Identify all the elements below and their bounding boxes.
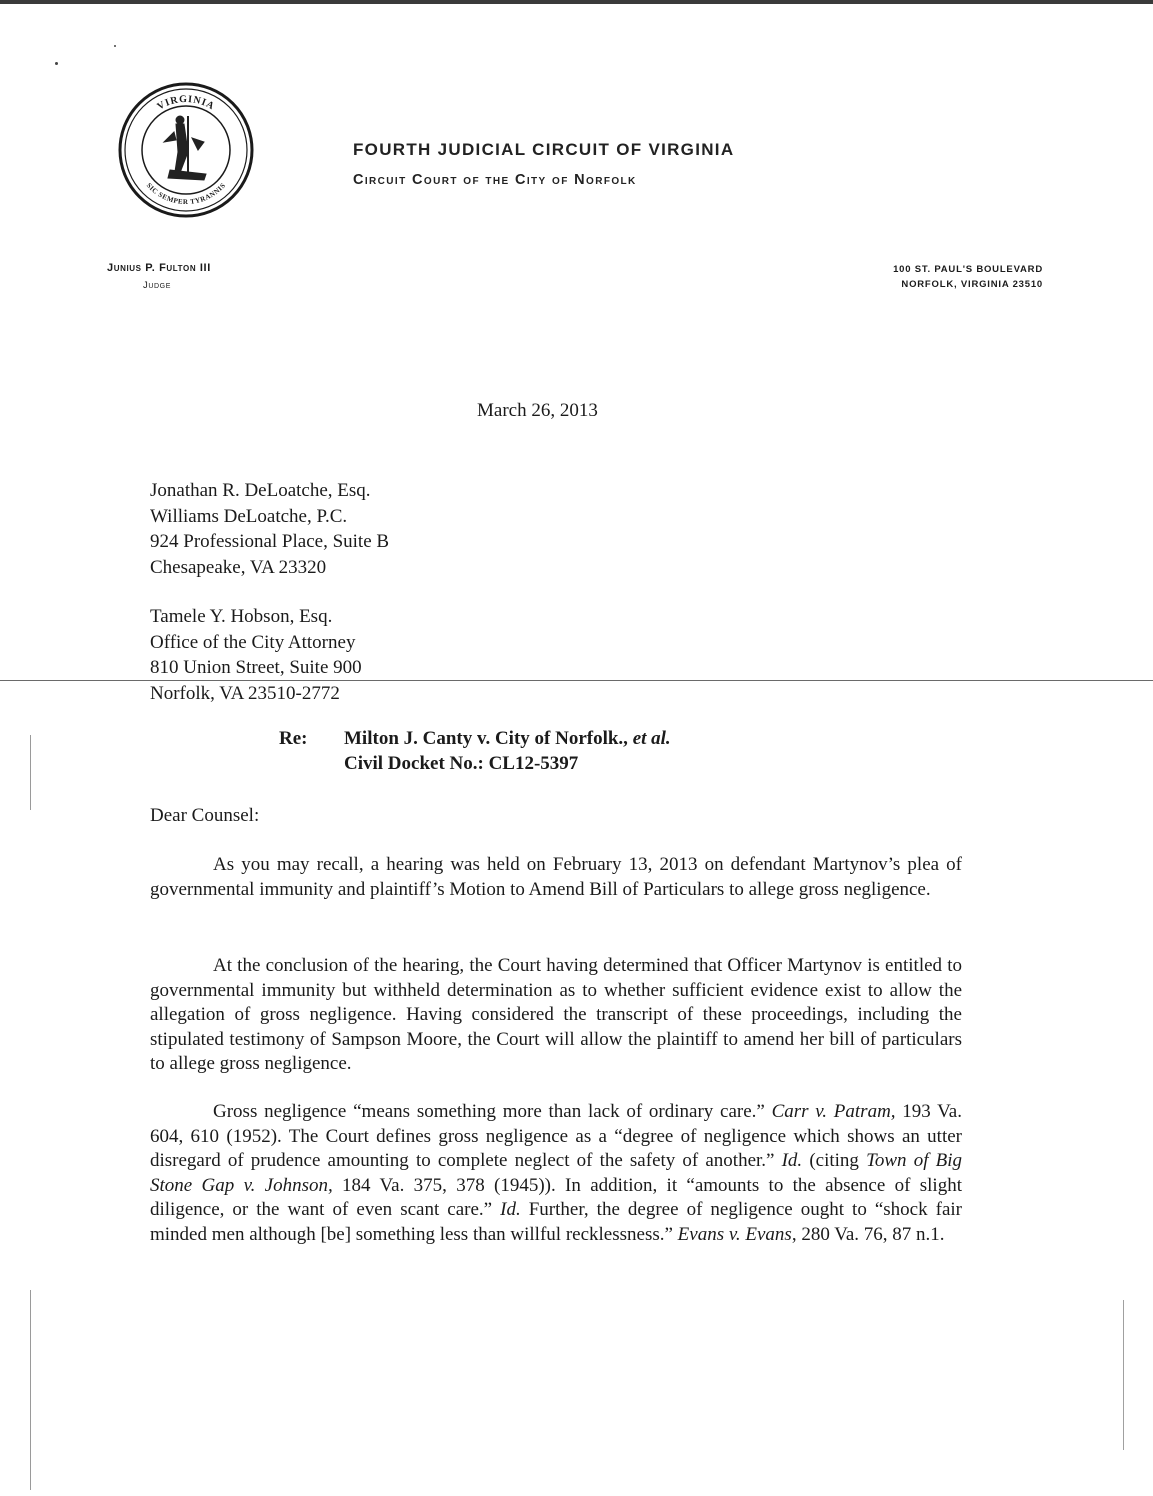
case-citation: Evans v. Evans bbox=[677, 1223, 792, 1245]
court-name: FOURTH JUDICIAL CIRCUIT OF VIRGINIA bbox=[353, 140, 735, 159]
court-address-line-1: 100 ST. PAUL'S BOULEVARD bbox=[893, 264, 1043, 275]
judge-name: Junius P. Fulton III bbox=[107, 262, 211, 274]
letter-date: March 26, 2013 bbox=[477, 400, 598, 421]
paragraph-text: (citing bbox=[802, 1150, 867, 1171]
case-citation: Id. bbox=[781, 1150, 803, 1171]
re-case-name bbox=[344, 728, 671, 750]
scan-dot bbox=[55, 62, 58, 65]
case-citation: Town of Big Stone Gap v. Johnson, bbox=[150, 1150, 962, 1196]
case-citation: Id. bbox=[500, 1199, 521, 1220]
seal-text-top: VIRGINIA bbox=[155, 93, 217, 113]
body-paragraph: As you may recall, a hearing was held on February 13, 2013 on defendant Martynov’s plea of governmental immunity and plaintiff’s Motion to Amend Bill of Particulars to allege gross negligence. bbox=[150, 854, 962, 900]
svg-text:VIRGINIA bbox=[155, 94, 216, 113]
paragraph-text: 193 Va. 604, 610 (1952). The Court defines gross negligence as a “degree of negligence which shows an utter disregard of prudence amounting to complete neglect of the safety of another.” bbox=[150, 1101, 962, 1171]
body-paragraph: At the conclusion of the hearing, the Court having determined that Officer Martynov is entitled to governmental immunity but withheld determination as to whether sufficient evidence exist to allow the allegation of gross negligence. Having considered the transcript of these proceedings, including the stipulated testimony of Sampson Moore, the Court will allow the plaintiff to amend her bill of particulars to allege gross negligence. bbox=[150, 955, 962, 1074]
case-citation: Carr v. Patram, bbox=[771, 1101, 896, 1122]
salutation: Dear Counsel: bbox=[150, 805, 260, 826]
court-address-line-2: NORFOLK, VIRGINIA 23510 bbox=[901, 279, 1043, 290]
virginia-seal-icon bbox=[118, 82, 254, 218]
case-name: Milton J. Canty v. City of Norfolk., bbox=[344, 728, 628, 749]
recipient-city: Norfolk, VA 23510-2772 bbox=[150, 682, 340, 704]
case-suffix: et al. bbox=[632, 728, 671, 749]
recipient-street: 810 Union Street, Suite 900 bbox=[150, 657, 362, 678]
recipient-name: Tamele Y. Hobson, Esq. bbox=[150, 606, 333, 627]
recipient-street: 924 Professional Place, Suite B bbox=[150, 531, 390, 552]
paragraph-text: Gross negligence “means something more than lack of ordinary care.” bbox=[213, 1101, 772, 1122]
recipient-address-block bbox=[150, 478, 389, 580]
recipient-firm: Office of the City Attorney bbox=[150, 631, 356, 653]
re-docket: Civil Docket No.: CL12-5397 bbox=[344, 753, 579, 774]
paragraph-text: Further, the degree of negligence ought to “shock fair minded men although [be] something less than willful recklessness.” bbox=[150, 1199, 963, 1245]
paragraph-text: 184 Va. 375, 378 (1945)). In addition, it “amounts to the absence of slight diligence, or the want of even scant care.” bbox=[150, 1174, 962, 1220]
recipient-city: Chesapeake, VA 23320 bbox=[150, 556, 327, 578]
paragraph-text: , 280 Va. 76, 87 n.1. bbox=[791, 1223, 945, 1245]
court-subname: Circuit Court of the City of Norfolk bbox=[353, 172, 637, 188]
judge-title: Judge bbox=[143, 280, 171, 291]
scan-right-mark bbox=[1123, 1300, 1124, 1450]
re-label: Re: bbox=[279, 728, 308, 749]
scan-dot bbox=[114, 45, 116, 47]
scan-top-edge bbox=[0, 0, 1153, 4]
recipient-name: Jonathan R. DeLoatche, Esq. bbox=[150, 480, 371, 501]
recipient-address-block bbox=[150, 604, 362, 706]
body-paragraph bbox=[150, 1100, 962, 1247]
seal-text-bottom: SIC SEMPER TYRANNIS bbox=[144, 181, 228, 207]
recipient-firm: Williams DeLoatche, P.C. bbox=[150, 505, 348, 527]
scan-left-mark bbox=[30, 1290, 31, 1490]
scan-left-mark bbox=[30, 735, 31, 810]
